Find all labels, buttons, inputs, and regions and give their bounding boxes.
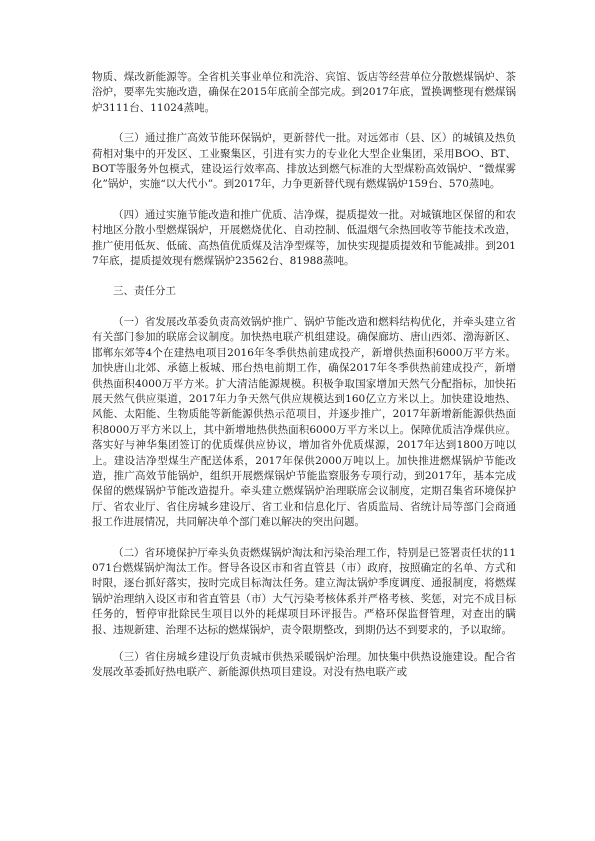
heading-responsibilities: 三、责任分工 (113, 285, 176, 298)
paragraph-section-3: （三）通过推广高效节能环保锅炉，更新替代一批。对远郊市（县、区）的城镇及热负荷相对集中的开发区、工业聚集区，引进有实力的专业化大型企业集团，采用BOO、BT、BOT等服务外包模式，建设运行效率高、排放达到燃气标准的大型煤粉高效锅炉、“微煤雾化”锅炉，实施“以大代小”。到2017年，力争更新替代现有燃煤锅炉159台、570蒸吨。 (92, 132, 516, 191)
paragraph-continuation: 物质、煤改新能源等。全省机关事业单位和洗浴、宾馆、饭店等经营单位分散燃煤锅炉、茶浴炉，要率先实施改造，确保在2015年底前全部完成。到2017年底，置换调整现有燃煤锅炉3111台、11024蒸吨。 (92, 71, 516, 114)
paragraph-duty-1: （一）省发展改革委负责高效锅炉推广、锅炉节能改造和燃料结构优化，并牵头建立省有关部门参加的联席会议制度。加快热电联产机组建设。确保廊坊、唐山西郊、渤海新区、邯郸东郊等4个在建热电项目2016年冬季供热前建成投产，新增供热面积6000万平方米。加快唐山北郊、承德上板城、邢台热电前期工作，确保2017年冬季供热前建成投产，新增供热面积4000万平方米。扩大清洁能源规模。积极争取国家增加天然气分配指标，加快拓展天然气供应渠道，2017年力争天然气供应规模达到160亿立方米以上。加快建设地热、风能、太阳能、生物质能等新能源供热示范项目，并逐步推广，2017年新增新能源供热面积8000万平方米以上，其中新增地热供热面积6000万平方米以上。保障优质洁净煤供应。落实好与神华集团签订的优质煤供应协议，增加省外优质煤源，2017年达到1800万吨以上。建设洁净型煤生产配送体系，2017年保供2000万吨以上。加快推进燃煤锅炉节能改造，推广高效节能锅炉，组织开展燃煤锅炉节能监察服务专项行动，到2017年，基本完成保留的燃煤锅炉节能改造提升。牵头建立燃煤锅炉治理联席会议制度，定期召集省环境保护厅、省农业厅、省住房城乡建设厅、省工业和信息化厅、省质监局、省统计局等部门会商通报工作进展情况，共同解决单个部门难以解决的突出问题。 (92, 315, 516, 529)
paragraph-duty-3: （三）省住房城乡建设厅负责城市供热采暖锅炉治理。加快集中供热设施建设。配合省发展改革委抓好热电联产、新能源供热项目建设。对没有热电联产或 (92, 651, 516, 679)
document-body (92, 70, 516, 681)
paragraph-section-4: （四）通过实施节能改造和推广优质、洁净煤，提质提效一批。对城镇地区保留的和农村地区分散小型燃煤锅炉，开展燃烧优化、自动控制、低温烟气余热回收等节能技术改造，推广使用低灰、低硫、高热值优质煤及洁净型煤等，加快实现提质提效和节能减排。到2017年底，提质提效现有燃煤锅炉23562台、81988蒸吨。 (92, 208, 516, 268)
paragraph-duty-2: （二）省环境保护厅牵头负责燃煤锅炉淘汰和污染治理工作，特别是已签署责任状的11071台燃煤锅炉淘汰工作。督导各设区市和省直管县（市）政府，按照确定的名单、方式和时限，逐台抓好落实，按时完成目标淘汰任务。建立淘汰锅炉季度调度、通报制度，将燃煤锅炉治理纳入设区市和省直管县（市）大气污染考核体系并严格考核、奖惩，对完不成目标任务的，暂停审批除民生项目以外的耗煤项目环评报告。严格环保监督管理，对查出的瞒报、违规新建、治理不达标的燃煤锅炉，责令限期整改，到期仍达不到要求的，予以取缔。 (92, 546, 516, 636)
